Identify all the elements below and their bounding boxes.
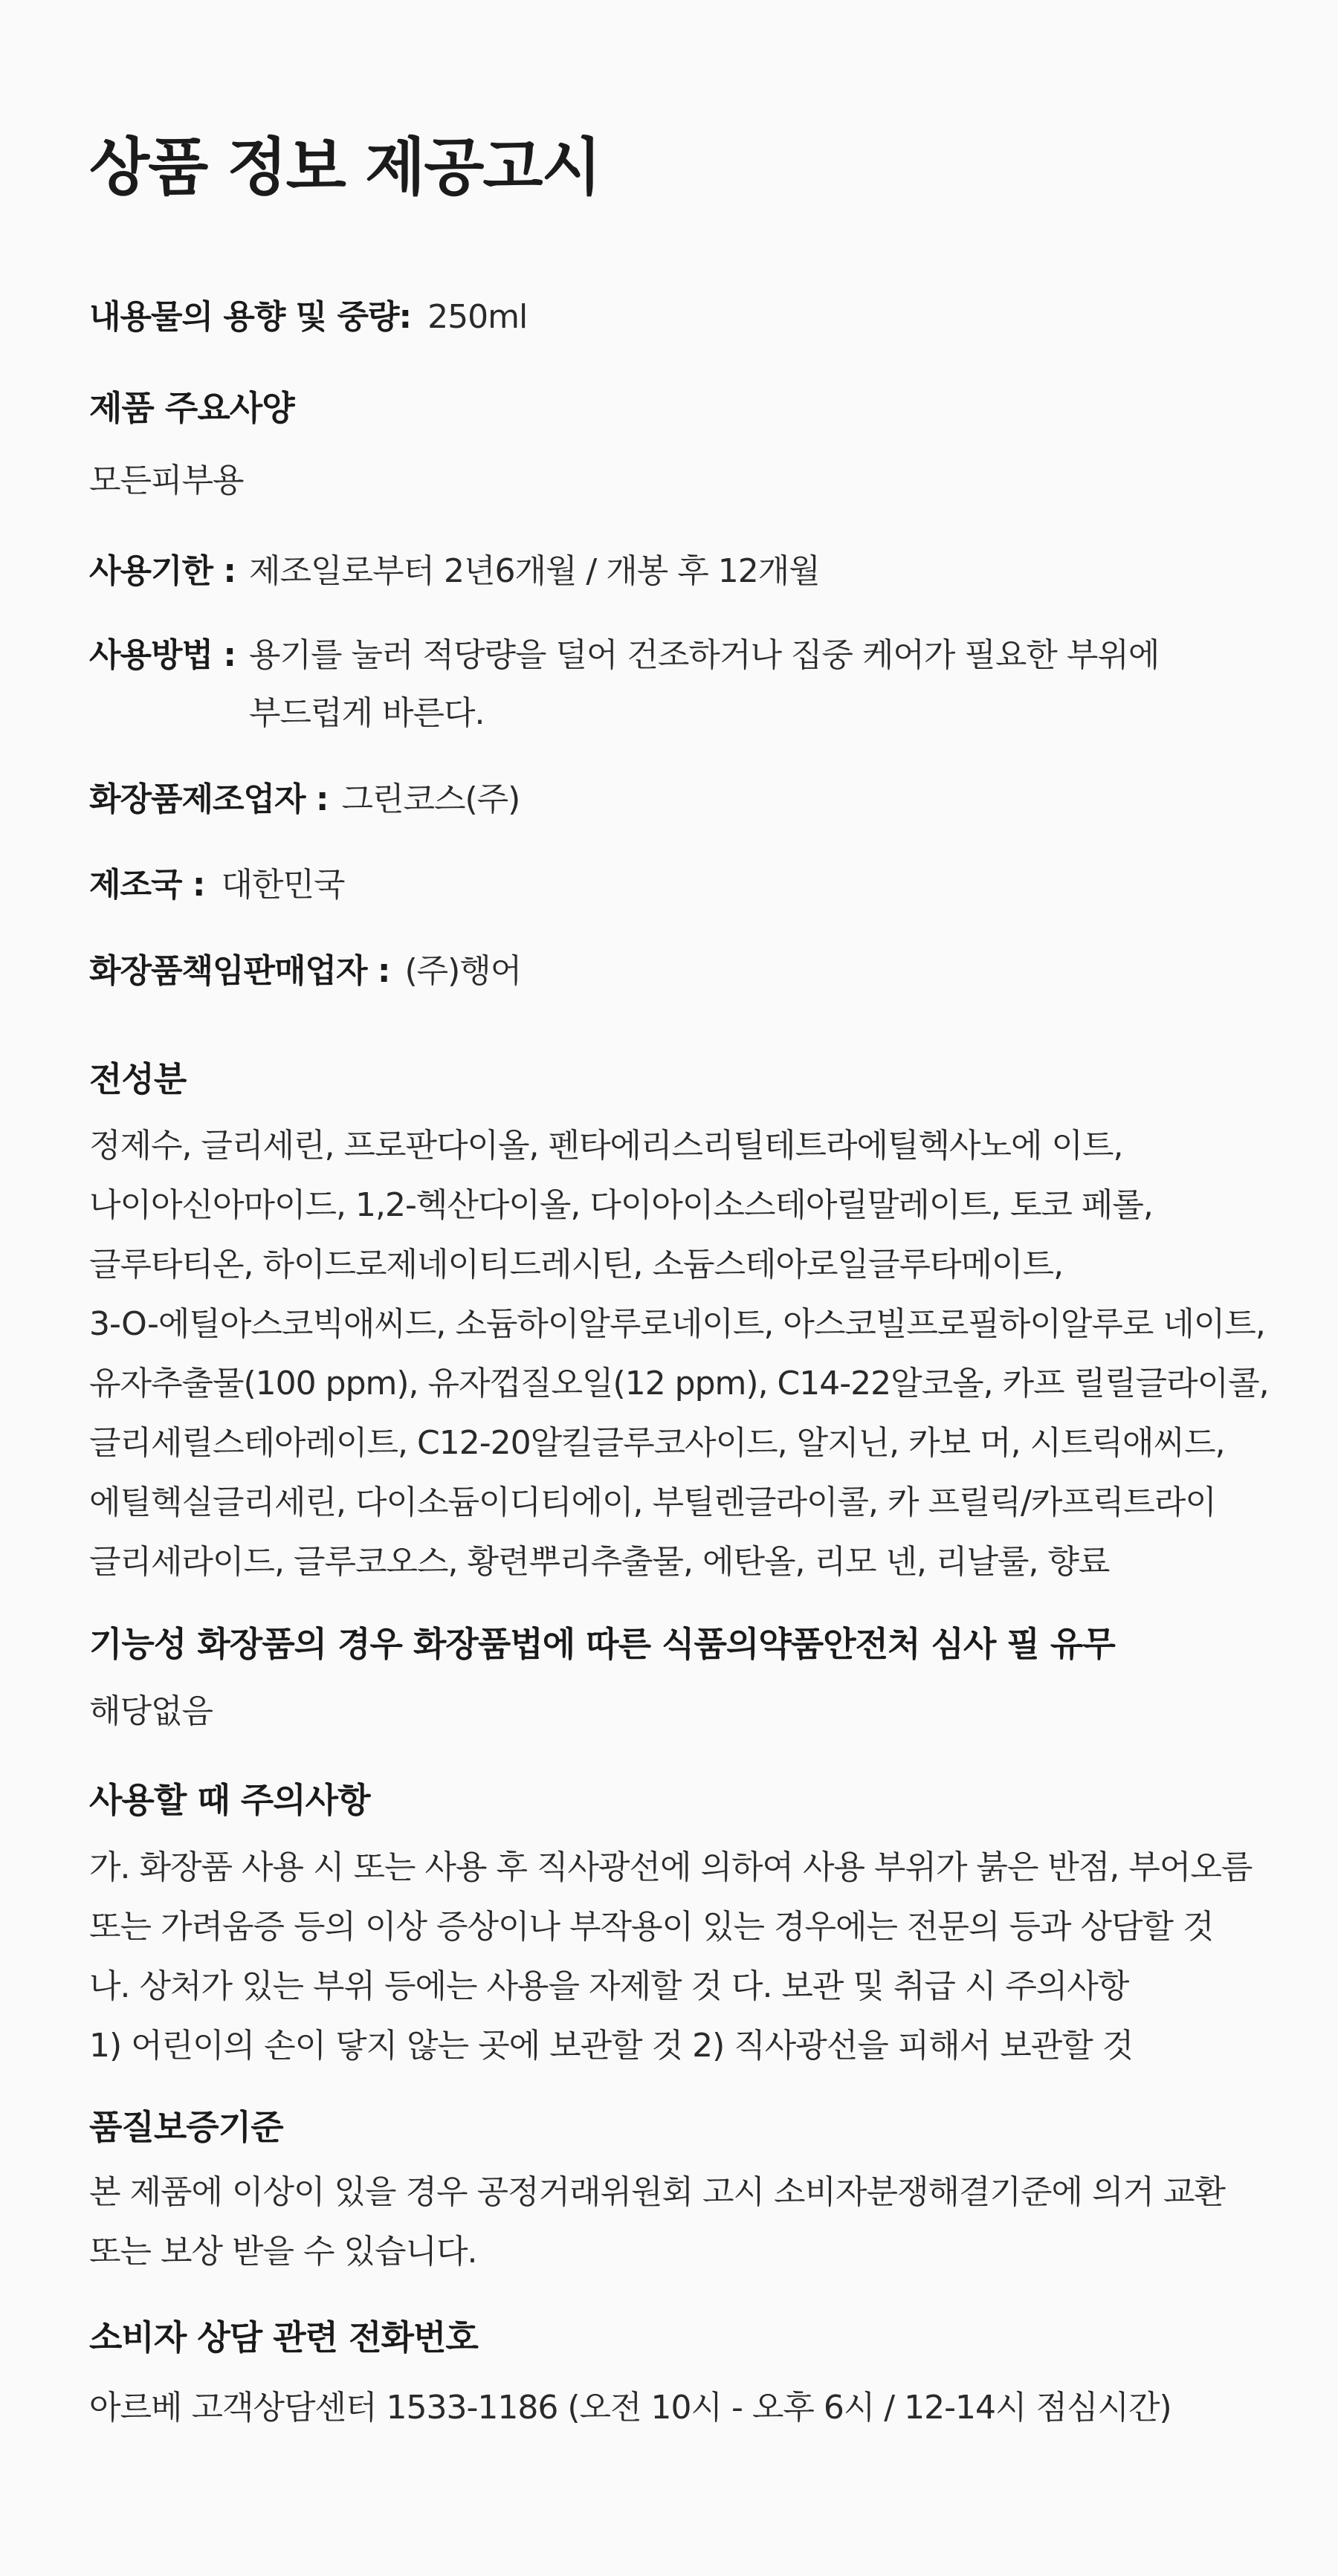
usage-line: 용기를 눌러 적당량을 덜어 건조하거나 집중 케어가 필요한 부위에 [248, 636, 1160, 674]
seller-value: (주)행어 [404, 952, 522, 990]
manufacturer-value: 그린코스(주) [341, 780, 520, 818]
expiry-value: 제조일로부터 2년6개월 / 개봉 후 12개월 [248, 552, 820, 590]
page-title: 상품 정보 제공고시 [89, 131, 601, 204]
caution-line: 또는 가려움증 등의 이상 증상이나 부작용이 있는 경우에는 전문의 등과 상담할 것 [89, 1908, 1214, 1946]
country-label: 제조국 : [89, 866, 205, 904]
functional-heading: 기능성 화장품의 경우 화장품법에 따른 식품의약품안전처 심사 필 유무 [89, 1624, 1115, 1664]
contact-value: 아르베 고객상담센터 1533-1186 (오전 10시 - 오후 6시 / 12-14시 점심시간) [89, 2389, 1171, 2427]
seller-row [89, 942, 521, 1000]
manufacturer-label: 화장품제조업자 : [89, 780, 329, 818]
usage-label: 사용방법 : [89, 636, 236, 674]
ingredients-line: 3-O-에틸아스코빅애씨드, 소듐하이알루로네이트, 아스코빌프로필하이알루로 네이트, [89, 1305, 1265, 1343]
expiry-row [89, 543, 820, 601]
quality-heading: 품질보증기준 [89, 2107, 283, 2147]
ingredients-line: 글루타티온, 하이드로제네이티드레시틴, 소듐스테아로일글루타메이트, [89, 1246, 1064, 1284]
functional-value: 해당없음 [89, 1692, 213, 1730]
caution-heading: 사용할 때 주의사항 [89, 1780, 370, 1820]
ingredients-line: 나이아신아마이드, 1,2-헥산다이올, 다이아이소스테아릴말레이트, 토코 페롤, [89, 1186, 1153, 1224]
ingredients-line: 글리세릴스테아레이트, C12-20알킬글루코사이드, 알지닌, 카보 머, 시트릭애씨드, [89, 1424, 1225, 1462]
main-spec-value: 모든피부용 [89, 462, 244, 499]
ingredients-text [89, 1116, 1269, 1592]
quality-line: 또는 보상 받을 수 있습니다. [89, 2233, 477, 2271]
usage-value [249, 627, 1160, 742]
manufacturer-row [89, 771, 520, 829]
country-row [89, 856, 344, 914]
quality-text [89, 2163, 1225, 2282]
country-value: 대한민국 [221, 866, 345, 904]
caution-text [89, 1838, 1252, 2076]
ingredients-line: 에틸헥실글리세린, 다이소듐이디티에이, 부틸렌글라이콜, 카 프릴릭/카프릭트라이 [89, 1483, 1216, 1521]
ingredients-line: 글리세라이드, 글루코오스, 황련뿌리추출물, 에탄올, 리모 넨, 리날룰, 향료 [89, 1543, 1110, 1581]
volume-value: 250ml [427, 298, 528, 336]
volume-row [89, 288, 527, 346]
ingredients-heading: 전성분 [89, 1059, 187, 1099]
volume-label: 내용물의 용향 및 중량: [89, 298, 412, 336]
caution-line: 가. 화장품 사용 시 또는 사용 후 직사광선에 의하여 사용 부위가 붉은 반점, 부어오름 [89, 1848, 1253, 1886]
main-spec-heading: 제품 주요사양 [89, 388, 294, 428]
contact-heading: 소비자 상담 관련 전화번호 [89, 2317, 478, 2357]
ingredients-line: 정제수, 글리세린, 프로판다이올, 펜타에리스리틸테트라에틸헥사노에 이트, [89, 1127, 1123, 1165]
quality-line: 본 제품에 이상이 있을 경우 공정거래위원회 고시 소비자분쟁해결기준에 의거 교환 [89, 2173, 1226, 2211]
usage-line: 부드럽게 바른다. [248, 694, 485, 732]
caution-line: 나. 상처가 있는 부위 등에는 사용을 자제할 것 다. 보관 및 취급 시 주의사항 [89, 1967, 1129, 2005]
seller-label: 화장품책임판매업자 : [89, 952, 390, 990]
ingredients-line: 유자추출물(100 ppm), 유자껍질오일(12 ppm), C14-22알코올, 카프 릴릴글라이콜, [89, 1365, 1269, 1402]
expiry-label: 사용기한 : [89, 552, 236, 590]
usage-row [89, 627, 1159, 742]
caution-line: 1) 어린이의 손이 닿지 않는 곳에 보관할 것 2) 직사광선을 피해서 보관할 것 [89, 2027, 1134, 2065]
